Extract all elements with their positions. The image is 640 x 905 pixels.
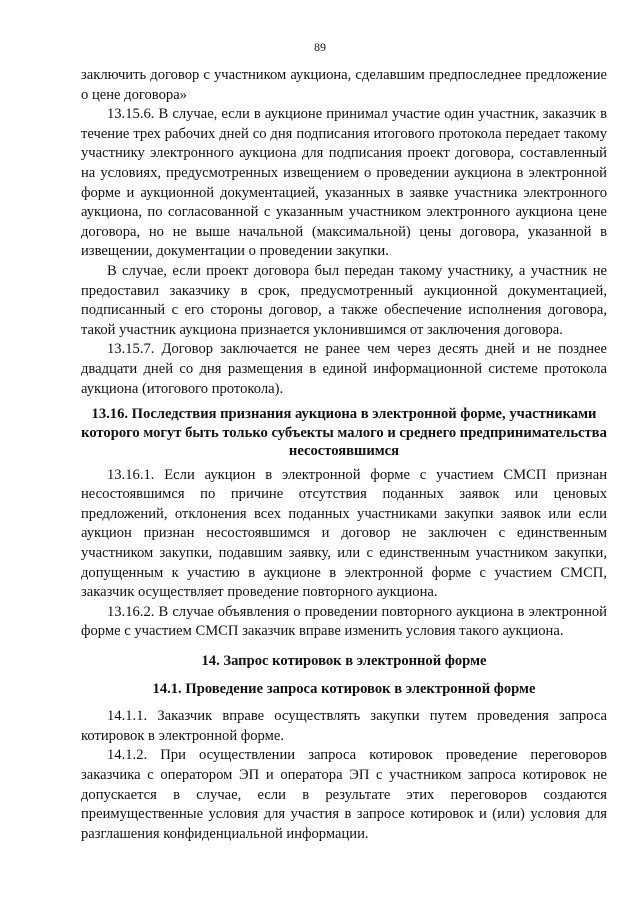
paragraph-14-1-2: 14.1.2. При осуществлении запроса котировок проведение переговоров заказчика с оператором ЭП и оператора ЭП с участником запроса котировок не допускается в случае, если в результате этих переговоров создаются преимущественные условия для участия в запросе котировок и (или) условия для разглашения конфиденциальной информации. [81, 747, 607, 842]
chapter-heading-14: 14. Запрос котировок в электронной форме [201, 652, 487, 669]
section-heading-13-16: 13.16. Последствия признания аукциона в электронной форме, участниками которого могут быть только субъекты малого и среднего предпринимательства несостоявшимся [81, 406, 607, 460]
paragraph-13-16-2: 13.16.2. В случае объявления о проведении повторного аукциона в электронной форме с участием СМСП заказчик вправе изменить условия такого аукциона. [81, 603, 607, 640]
page-number: 89 [314, 40, 326, 54]
paragraph-failure-case: В случае, если проект договора был передан такому участнику, а участник не предоставил заказчику в срок, предусмотренный аукционной документацией, подписанный с его стороны договор, а также обеспечение исполнения договора, такой участник аукциона признается уклонившимся от заключения договора. [81, 262, 607, 338]
paragraph-13-15-7: 13.15.7. Договор заключается не ранее чем через десять дней и не позднее двадцати дней со дня размещения в единой информационной системе протокола аукциона (итогового протокола). [81, 341, 607, 397]
paragraph-13-15-6: 13.15.6. В случае, если в аукционе принимал участие один участник, заказчик в течение трех рабочих дней со дня подписания итогового протокола передает такому участнику электронного аукциона для подписания проект договора, составленный на условиях, предусмотренных извещением о проведении аукциона в электронной форме и аукционной документацией, указанных в заявке участника электронного аукциона, по согласованной с указанным участником электронного аукциона цене договора, но не выше начальной (максимальной) цены договора, указанной в извещении, документации о проведении закупки. [81, 106, 607, 260]
paragraph-14-1-1: 14.1.1. Заказчик вправе осуществлять закупки путем проведения запроса котировок в электронной форме. [81, 708, 607, 744]
paragraph-13-16-1: 13.16.1. Если аукцион в электронной форме с участием СМСП признан несостоявшимся по причине отсутствия поданных заявок или ценовых предложений, отклонения всех поданных участниками закупки заявок или если аукцион признан несостоявшимся и договор не заключен с единственным участником закупки, подавшим заявку, или с единственным участником закупки, допущенным к участию в аукционе в электронной форме с участием СМСП, заказчик осуществляет проведение повторного аукциона. [81, 466, 607, 601]
section-heading-14-1: 14.1. Проведение запроса котировок в электронной форме [152, 680, 536, 697]
paragraph-continuation: заключить договор с участником аукциона, сделавшим предпоследнее предложение о цене договора» [81, 67, 607, 103]
document-body [81, 66, 607, 844]
